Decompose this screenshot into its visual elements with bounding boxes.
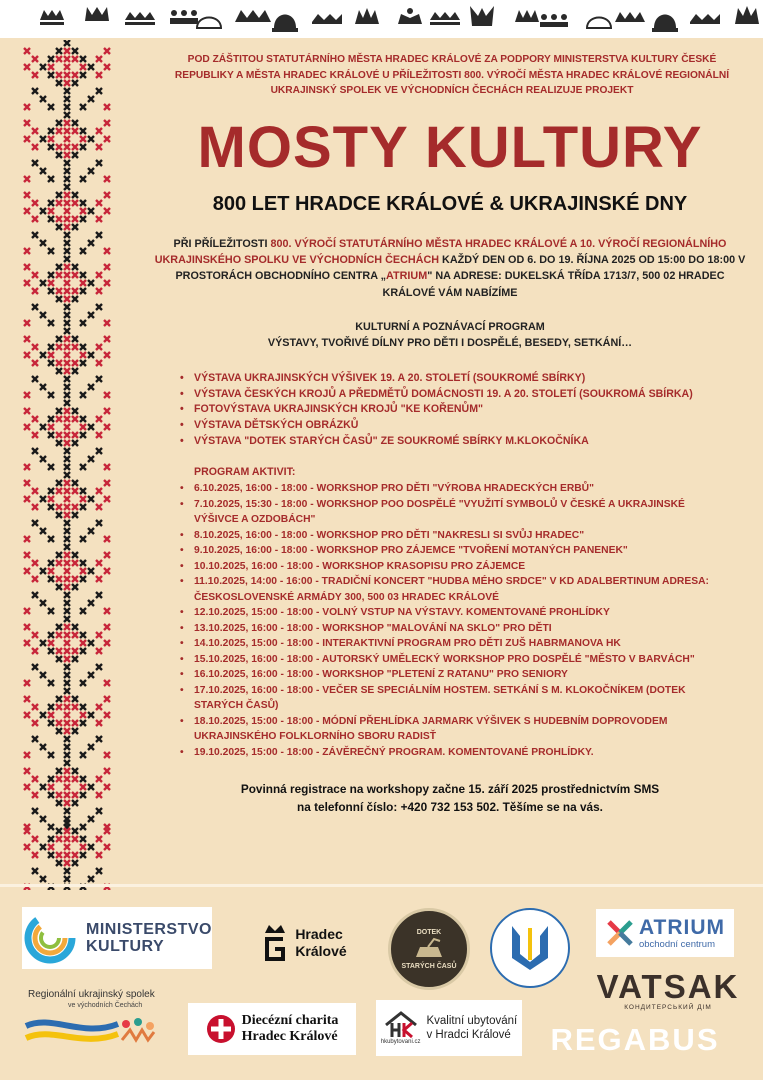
list-item: • VÝSTAVA ČESKÝCH KROJŮ A PŘEDMĚTŮ DOMÁCNOSTI 19. A 20. STOLETÍ (SOUKROMÁ SBÍRKA) [180,387,715,403]
list-item: • 7.10.2025, 15:30 - 18:00 - WORKSHOP POO DOSPĚLÉ "VYUŽITÍ SYMBOLŮ V ČESKÉ A UKRAJINSKÉ VÝŠIVCE A OZDOBÁCH" [180,497,720,528]
ukrainian-society-seal [490,908,570,988]
crown-icon [690,14,720,24]
list-item: • 18.10.2025, 15:00 - 18:00 - MÓDNÍ PŘEHLÍDKA JARMARK VÝŠIVEK S HUDEBNÍM DOPROVODEM UKRAJINSKÉHO FOLKLORNÍHO SBORU RADISŤ [180,714,720,745]
charita-name: Diecézní charita [241,1013,339,1028]
society-region: ve východních Čechách [68,1002,143,1009]
charita-logo [188,1003,356,1055]
occasion-highlight: ATRIUM [386,270,428,283]
hk-name: Hradec [295,925,343,942]
list-item: • VÝSTAVA UKRAJINSKÝCH VÝŠIVEK 19. A 20. STOLETÍ (SOUKROMÉ SBÍRKY) [180,371,715,387]
occasion-part: PŘI PŘÍLEŽITOSTI [173,237,271,250]
activities-heading: PROGRAM AKTIVIT: [194,466,296,479]
list-item: • 16.10.2025, 16:00 - 18:00 - WORKSHOP "PLETENÍ Z RATANU" PRO SENIORY [180,667,720,683]
accommodation-logo [376,1000,522,1056]
program-heading [150,319,750,351]
occasion-text [150,236,750,302]
list-item: • 14.10.2025, 15:00 - 18:00 - INTERAKTIVNÍ PROGRAM PRO DĚTI ZUŠ HABRMANOVA HK [180,636,720,652]
crown-icon [470,6,494,26]
crown-icon [515,10,539,22]
atrium-subtitle: obchodní centrum [638,938,715,950]
accommodation-city: v Hradci Králové [426,1029,511,1041]
atrium-name: ATRIUM [638,915,726,939]
crown-icon [430,12,460,25]
hradec-kralove-logo [250,915,360,970]
crown-icon [587,18,611,29]
list-item: • 8.10.2025, 16:00 - 18:00 - WORKSHOP PRO DĚTI "NAKRESLI SI SVŮJ HRADEC" [180,528,720,544]
society-name: Regionální ukrajinský spolek [28,989,155,1000]
crown-icon [235,10,271,22]
activity-list [180,481,720,760]
page-title: MOSTY KULTURY [197,114,703,180]
ministry-logo [22,907,212,969]
accommodation-name: Kvalitní ubytování [426,1015,518,1027]
list-item: • 9.10.2025, 16:00 - 18:00 - WORKSHOP PRO ZÁJEMCE "TVOŘENÍ MOTANÝCH PANENEK" [180,543,720,559]
cross-icon [206,1014,236,1044]
crown-icon [85,7,109,21]
vatsak-logo [596,967,740,1012]
list-item: • 6.10.2025, 16:00 - 18:00 - WORKSHOP PRO DĚTI "VÝROBA HRADECKÝCH ERBŮ" [180,481,720,497]
crown-icon [540,14,568,27]
list-item: • FOTOVÝSTAVA UKRAJINSKÝCH KROJŮ "KE KOŘENŮM" [180,402,715,418]
crown-border [0,0,763,38]
list-item: • 17.10.2025, 16:00 - 18:00 - VEČER SE SPECIÁLNÍM HOSTEM. SETKÁNÍ S M. KLOKOČNÍKEM (DOTEK STARÝCH ČASŮ) [180,683,720,714]
crown-icon [735,6,759,24]
dotek-subtitle: STARÝCH ČASŮ [401,962,457,970]
list-item: • 15.10.2025, 16:00 - 18:00 - AUTORSKÝ UMĚLECKÝ WORKSHOP PRO DOSPĚLÉ "MĚSTO V BARVÁCH" [180,652,720,668]
occasion-part: " NA ADRESE: DUKELSKÁ TŘÍDA 1713/7, 500 02 HRADEC KRÁLOVÉ VÁM NABÍZÍME [382,270,725,299]
crown-icon [40,10,64,25]
ministry-name: MINISTERSTVO [85,921,212,938]
crown-icon [272,15,298,33]
atrium-star-icon [605,918,635,948]
crown-icon [125,12,155,25]
list-item: • 11.10.2025, 14:00 - 16:00 - TRADIČNÍ KONCERT "HUDBA MÉHO SRDCE" V KD ADALBERTINUM ADRESA: ČESKOSLOVENSKÉ ARMÁDY 300, 500 03 HRADEC KRÁLOVÉ [180,574,720,605]
house-icon [384,1011,418,1039]
list-item: • 13.10.2025, 16:00 - 18:00 - WORKSHOP "MALOVÁNÍ NA SKLO" PRO DĚTI [180,621,720,637]
occasion-highlight: 800. VÝROČÍ STATUTÁRNÍHO MĚSTA HRADEC KRÁLOVÉ A 10. VÝROČÍ REGIONÁLNÍHO UKRAJINSKÉHO SPOLKU VE VÝCHODNÍCH ČECHÁCH [154,237,727,266]
crown-icon [652,15,678,33]
footer-divider [0,884,763,887]
gramophone-icon [414,937,444,959]
exhibition-list [180,371,715,449]
list-item: • VÝSTAVA DĚTSKÝCH OBRÁZKŮ [180,418,715,434]
dotek-name: DOTEK [416,928,442,936]
program-summary: VÝSTAVY, TVOŘIVÉ DÍLNY PRO DĚTI I DOSPĚLÉ, BESEDY, SETKÁNÍ… [267,337,633,350]
ministry-c-icon [22,910,78,966]
list-item: • 12.10.2025, 15:00 - 18:00 - VOLNÝ VSTUP NA VÝSTAVY. KOMENTOVANÉ PROHLÍDKY [180,605,720,621]
crown-icon [615,12,645,22]
trident-icon [508,922,552,974]
hk-name: Králové [295,942,347,959]
crown-icon [170,10,198,24]
vatsak-name: VATSAK [596,967,740,1005]
crown-icon [312,14,342,24]
registration-line: Povinná registrace na workshopy začne 15. září 2025 prostřednictvím SMS [240,782,660,797]
vatsak-subtitle: КОНДИТЕРСЬКИЙ ДІМ [624,1003,712,1011]
regabus-name: REGABUS [550,1022,720,1057]
ministry-name: KULTURY [85,938,165,955]
program-title: KULTURNÍ A POZNÁVACÍ PROGRAM [355,321,545,334]
charita-name: Hradec Králové [241,1029,338,1044]
list-item: • 19.10.2025, 15:00 - 18:00 - ZÁVĚREČNÝ PROGRAM. KOMENTOVANÉ PROHLÍDKY. [180,745,720,761]
embroidery-band [22,40,112,890]
crown-icon [398,8,422,24]
regional-society-logo [22,988,172,1058]
main-content [150,52,750,816]
crown-icon [355,8,379,24]
accommodation-web: hkubytovani.cz [380,1039,421,1045]
hk-crown-icon [263,925,287,961]
registration-line: na telefonní číslo: +420 732 153 502. Těšíme se na vás. [297,800,603,815]
page-subtitle: 800 LET HRADCE KRÁLOVÉ & UKRAJINSKÉ DNY [212,192,688,215]
dotek-text [401,928,456,971]
society-wave-icon [22,1010,162,1050]
dotek-logo [388,908,470,990]
list-item: • VÝSTAVA "DOTEK STARÝCH ČASŮ" ZE SOUKROMÉ SBÍRKY M.KLOKOČNÍKA [180,434,715,450]
atrium-logo [596,909,734,957]
regabus-logo [535,1023,735,1057]
intro-text: POD ZÁŠTITOU STATUTÁRNÍHO MĚSTA HRADEC KRÁLOVÉ ZA PODPORY MINISTERSTVA KULTURY ČESKÉ REPUBLIKY A MĚSTA HRADEC KRÁLOVÉ U PŘÍLEŽITOSTI 800. VÝROČÍ MĚSTA HRADEC KRÁLOVÉ REGIONÁLNÍ UKRAJINSKÝ SPOLEK VE VÝCHODNÍCH ČECHÁCH REALIZUJE PROJEKT [174,54,730,96]
registration-note [150,780,750,816]
crown-row [0,0,763,38]
crown-icon [197,18,221,29]
list-item: • 10.10.2025, 16:00 - 18:00 - WORKSHOP KRASOPISU PRO ZÁJEMCE [180,559,720,575]
occasion-part: KAŽDÝ DEN OD 6. DO 19. ŘÍJNA 2025 OD 15:00 DO 18:00 V PROSTORÁCH OBCHODNÍHO CENTRA „ [175,253,746,283]
